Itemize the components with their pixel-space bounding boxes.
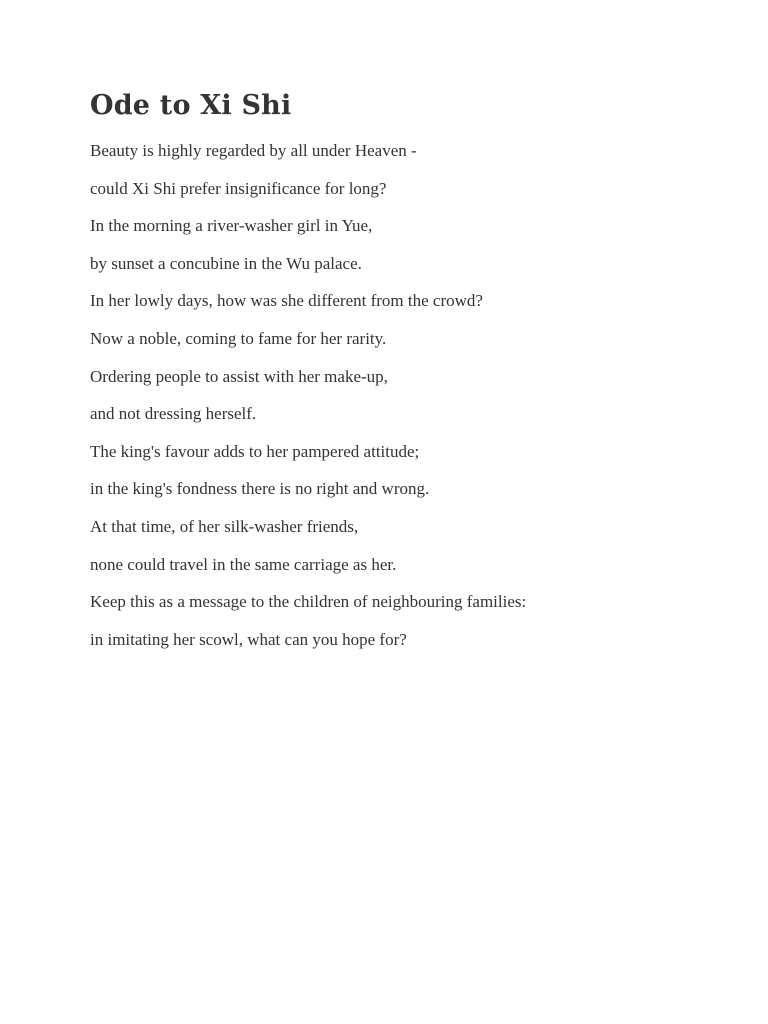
poem-line: by sunset a concubine in the Wu palace. (90, 253, 362, 273)
poem-line: Keep this as a message to the children of neighbouring families: (90, 592, 527, 612)
poem-line: in the king's fondness there is no right and wrong. (90, 479, 430, 499)
poem-line: Ordering people to assist with her make-up, (90, 366, 388, 386)
poem-line: Now a noble, coming to fame for her rarity. (90, 328, 387, 348)
poem-body (90, 138, 730, 652)
poem-line: Beauty is highly regarded by all under Heaven - (90, 141, 417, 160)
document-page (90, 86, 730, 664)
poem-line: At that time, of her silk-washer friends, (90, 516, 359, 536)
poem-line: and not dressing herself. (90, 404, 257, 424)
poem-line: none could travel in the same carriage as her. (90, 554, 397, 574)
poem-line: could Xi Shi prefer insignificance for long? (90, 178, 387, 198)
page-title: Ode to Xi Shi (90, 90, 292, 121)
poem-line: In the morning a river-washer girl in Yue, (90, 216, 373, 236)
poem-line: The king's favour adds to her pampered attitude; (90, 441, 420, 461)
poem-line: in imitating her scowl, what can you hope for? (90, 629, 407, 649)
poem-line: In her lowly days, how was she different from the crowd? (90, 291, 483, 311)
